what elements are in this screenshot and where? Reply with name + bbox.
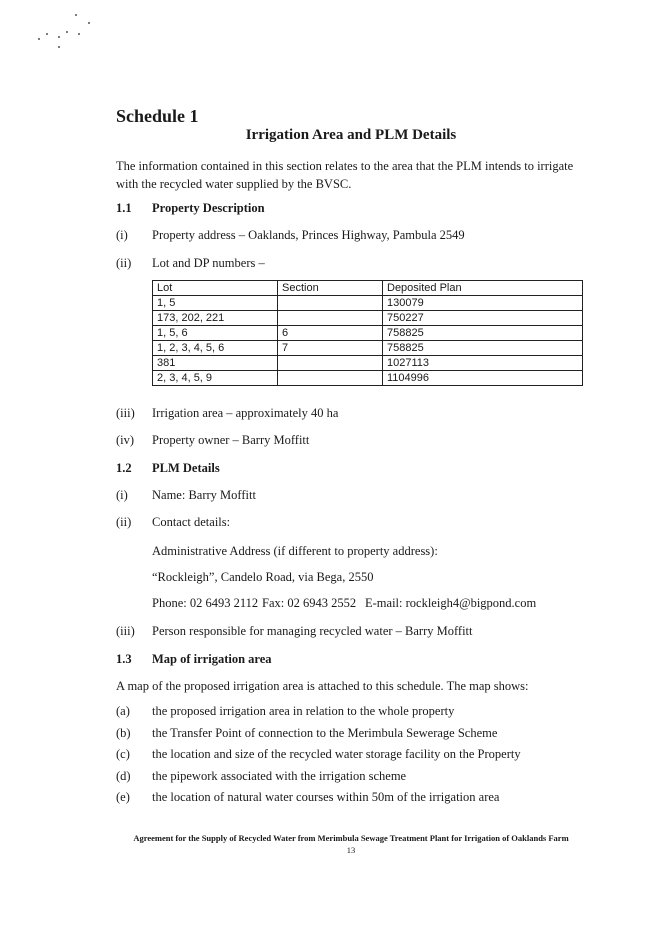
contact-details-label: Contact details: [152, 515, 231, 529]
scan-speck [88, 22, 90, 24]
table-cell: 130079 [383, 296, 583, 311]
section-heading: Map of irrigation area [152, 652, 272, 666]
table-cell [278, 296, 383, 311]
table-row [153, 296, 583, 311]
item-number: (iv) [116, 433, 135, 447]
table-cell [278, 356, 383, 371]
item-number: (d) [116, 769, 131, 783]
item-number: (iii) [116, 406, 135, 420]
table-cell: 758825 [383, 326, 583, 341]
section-heading: PLM Details [152, 461, 220, 475]
table-cell: 1, 5, 6 [153, 326, 278, 341]
table-cell: 7 [278, 341, 383, 356]
table-cell [278, 311, 383, 326]
table-cell: 2, 3, 4, 5, 9 [153, 371, 278, 386]
phone-number: Phone: 02 6493 2112 [152, 596, 259, 610]
scan-speck [38, 38, 40, 40]
table-cell: 173, 202, 221 [153, 311, 278, 326]
map-item: the pipework associated with the irrigation scheme [152, 769, 407, 783]
page-number: 13 [346, 845, 356, 855]
table-row [153, 371, 583, 386]
table-row [153, 341, 583, 356]
scan-speck [58, 46, 60, 48]
table-cell: 6 [278, 326, 383, 341]
table-cell [278, 371, 383, 386]
table-cell: 1027113 [383, 356, 583, 371]
lot-table [152, 280, 583, 386]
scan-speck [78, 33, 80, 35]
item-number: (c) [116, 747, 130, 761]
map-item: the location and size of the recycled water storage facility on the Property [152, 747, 521, 761]
table-header-dp: Deposited Plan [383, 281, 583, 296]
table-cell: 758825 [383, 341, 583, 356]
irrigation-area: Irrigation area – approximately 40 ha [152, 406, 339, 420]
section-number: 1.1 [116, 201, 132, 215]
scan-speck [75, 14, 77, 16]
property-owner: Property owner – Barry Moffitt [152, 433, 310, 447]
section-heading: Property Description [152, 201, 265, 215]
lot-dp-label: Lot and DP numbers – [152, 256, 265, 270]
item-number: (a) [116, 704, 130, 718]
section-number: 1.2 [116, 461, 132, 475]
doc-title: Irrigation Area and PLM Details [245, 127, 457, 143]
table-row [153, 311, 583, 326]
scan-speck [46, 33, 48, 35]
table-cell: 1104996 [383, 371, 583, 386]
table-header-row [153, 281, 583, 296]
table-cell: 1, 5 [153, 296, 278, 311]
scan-speck [66, 31, 68, 33]
item-number: (b) [116, 726, 131, 740]
item-number: (ii) [116, 256, 132, 270]
item-number: (i) [116, 488, 128, 502]
table-cell: 1, 2, 3, 4, 5, 6 [153, 341, 278, 356]
table-cell: 381 [153, 356, 278, 371]
map-intro: A map of the proposed irrigation area is attached to this schedule. The map shows: [116, 679, 529, 693]
fax-number: Fax: 02 6943 2552 [262, 596, 357, 610]
page-footer: Agreement for the Supply of Recycled Water from Merimbula Sewage Treatment Plant for Irrigation of Oaklands Farm [133, 833, 569, 843]
item-number: (ii) [116, 515, 132, 529]
table-cell: 750227 [383, 311, 583, 326]
admin-address-label: Administrative Address (if different to property address): [152, 544, 438, 558]
scan-speck [58, 36, 60, 38]
table-row [153, 356, 583, 371]
table-header-lot: Lot [153, 281, 278, 296]
section-number: 1.3 [116, 652, 132, 666]
schedule-title: Schedule 1 [116, 106, 199, 126]
item-number: (iii) [116, 624, 135, 638]
item-number: (e) [116, 790, 130, 804]
table-row [153, 326, 583, 341]
property-address: Property address – Oaklands, Princes Highway, Pambula 2549 [152, 228, 465, 242]
intro-paragraph: The information contained in this section relates to the area that the PLM intends to irrigate with the recycled water supplied by the BVSC. [116, 159, 574, 191]
map-item: the Transfer Point of connection to the Merimbula Sewerage Scheme [152, 726, 498, 740]
email-address: E-mail: rockleigh4@bigpond.com [365, 596, 537, 610]
person-responsible: Person responsible for managing recycled water – Barry Moffitt [152, 624, 473, 638]
map-item: the location of natural water courses within 50m of the irrigation area [152, 790, 500, 804]
map-item: the proposed irrigation area in relation to the whole property [152, 704, 455, 718]
table-header-section: Section [278, 281, 383, 296]
admin-address: “Rockleigh”, Candelo Road, via Bega, 2550 [152, 570, 374, 584]
plm-name: Name: Barry Moffitt [152, 488, 256, 502]
item-number: (i) [116, 228, 128, 242]
